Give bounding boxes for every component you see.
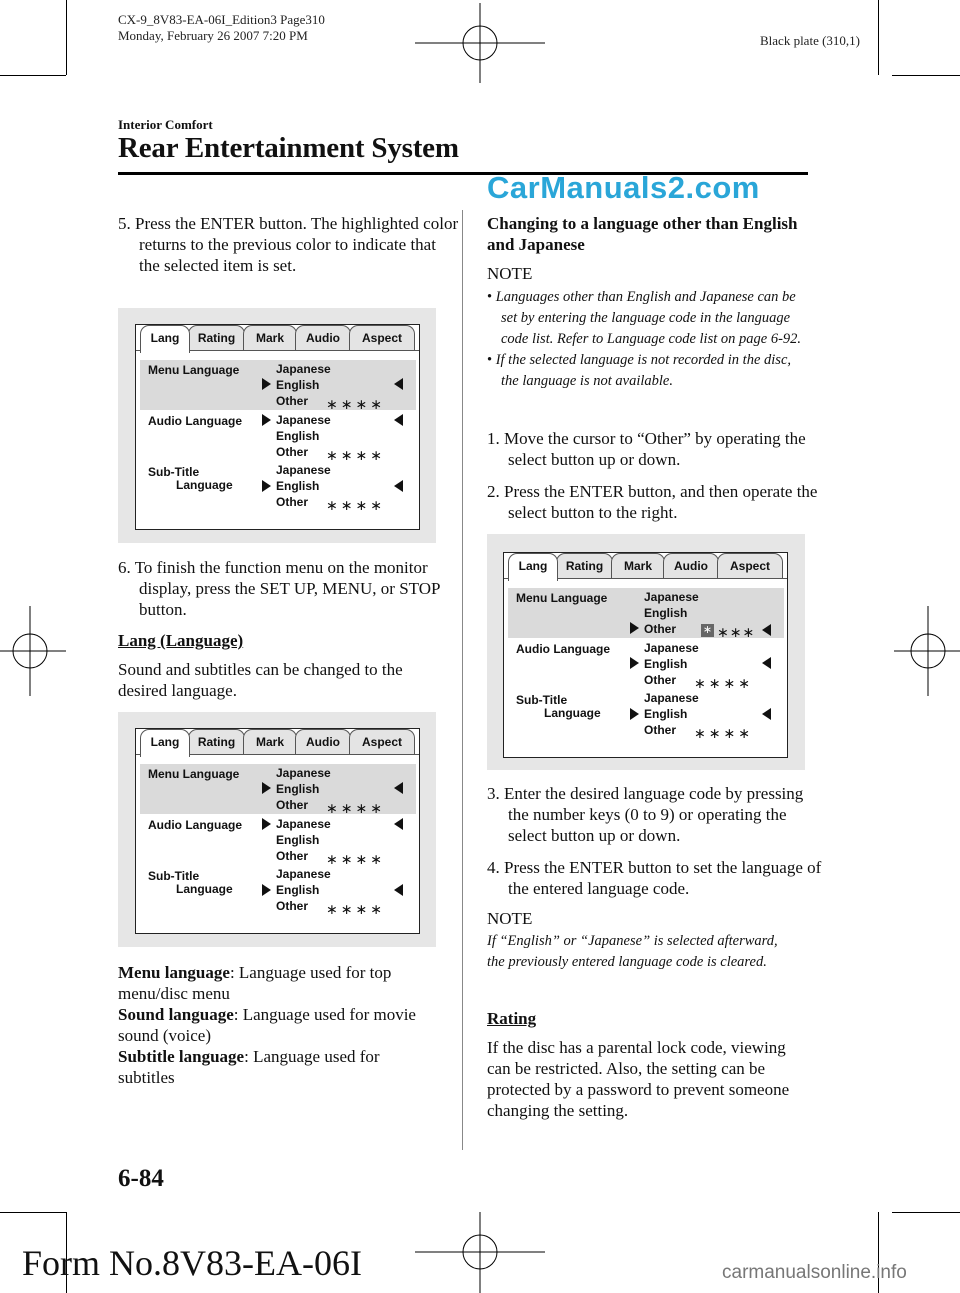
site-watermark: carmanualsonline.info — [722, 1262, 907, 1283]
arrow-right-icon — [630, 708, 639, 720]
code-asterisks: ∗∗∗∗ — [694, 675, 753, 691]
tab-mark: Mark — [611, 553, 665, 578]
code-asterisks: ∗∗∗∗ — [694, 725, 753, 741]
subtitle-label: Sub-Title — [148, 465, 200, 479]
audio-language-label: Audio Language — [148, 818, 242, 832]
note-bullet-text: Languages other than English and Japanese can be set by entering the language code in the language code list. Refer to Language code list on page 6-92. — [495, 289, 802, 347]
dvd-setup-screen — [135, 324, 420, 530]
code-asterisks: ∗∗∗∗ — [326, 901, 385, 917]
option-english: English — [276, 429, 320, 443]
input-cursor: ∗ — [702, 624, 713, 636]
definitions — [118, 962, 438, 1088]
option-english: English — [644, 657, 688, 671]
note-text-2: If “English” or “Japanese” is selected afterward, the previously entered language code is cleared. — [487, 933, 778, 970]
option-other: Other — [276, 445, 309, 459]
note-bullet-2 — [487, 350, 807, 392]
change-language-heading: Changing to a language other than English and Japanese — [487, 214, 798, 254]
definition-desc: : Language used for movie sound (voice) — [118, 1005, 416, 1045]
rating-text: If the disc has a parental lock code, viewing can be restricted. Also, the setting can be protected by a password to prevent someone changing the setting. — [487, 1038, 790, 1120]
print-meta-line2: Monday, February 26 2007 7:20 PM — [118, 28, 308, 43]
option-japanese: Japanese — [276, 766, 331, 780]
registration-crosshair-icon — [0, 606, 66, 696]
option-other: Other — [276, 394, 309, 408]
figure-menu-lang — [118, 712, 436, 947]
subtitle-label-2: Language — [176, 478, 233, 492]
lang-heading: Lang (Language) — [118, 631, 244, 650]
note-bullet-1 — [487, 287, 807, 350]
print-meta-line1: CX-9_8V83-EA-06I_Edition3 Page310 — [118, 12, 325, 27]
arrow-left-icon — [762, 708, 771, 720]
arrow-left-icon — [394, 414, 403, 426]
option-japanese: Japanese — [644, 590, 699, 604]
tab-bar — [136, 729, 419, 755]
figure-menu-lang-set — [118, 308, 436, 543]
arrow-right-icon — [262, 818, 271, 830]
code-asterisks: ∗∗∗∗ — [326, 800, 385, 816]
option-english: English — [276, 883, 320, 897]
subtitle-label-2: Language — [176, 882, 233, 896]
code-asterisks: ∗∗∗∗ — [326, 851, 385, 867]
step-1: 1. Move the cursor to “Other” by operating the select button up or down. — [487, 429, 806, 469]
bullet-icon: • — [487, 289, 496, 305]
definition-term: Menu language — [118, 963, 230, 982]
arrow-left-icon — [762, 657, 771, 669]
step-4: 4. Press the ENTER button to set the language of the entered language code. — [487, 858, 822, 898]
option-english: English — [276, 833, 320, 847]
tab-audio: Audio — [295, 325, 351, 350]
option-japanese: Japanese — [276, 463, 331, 477]
definition-desc: : Language used for subtitles — [118, 1047, 380, 1087]
arrow-right-icon — [262, 480, 271, 492]
option-english: English — [276, 378, 320, 392]
option-english: English — [644, 707, 688, 721]
note-bullets — [487, 287, 807, 392]
step-6: 6. To finish the function menu on the monitor display, press the SET UP, MENU, or STOP button. — [118, 558, 440, 619]
code-asterisks: ∗∗∗∗ — [326, 497, 385, 513]
tab-rating: Rating — [188, 325, 245, 350]
print-metadata — [118, 12, 325, 44]
lang-intro: Sound and subtitles can be changed to the desired language. — [118, 660, 403, 700]
definition-sound — [118, 1004, 438, 1046]
menu-language-label: Menu Language — [516, 591, 608, 605]
menu-language-label: Menu Language — [148, 363, 240, 377]
tab-aspect: Aspect — [717, 553, 783, 578]
definition-subtitle — [118, 1046, 438, 1088]
arrow-right-icon — [262, 414, 271, 426]
tab-audio: Audio — [295, 729, 351, 754]
tab-aspect: Aspect — [349, 325, 415, 350]
plate-label: Black plate (310,1) — [760, 33, 860, 48]
subtitle-label: Sub-Title — [148, 869, 200, 883]
note-label: NOTE — [487, 264, 533, 283]
code-asterisks: ∗∗∗∗ — [326, 447, 385, 463]
arrow-left-icon — [394, 782, 403, 794]
figure-other-selected — [487, 534, 805, 770]
arrow-right-icon — [630, 622, 639, 634]
option-japanese: Japanese — [276, 867, 331, 881]
code-asterisks: ∗∗∗ — [717, 624, 756, 640]
tab-lang: Lang — [140, 325, 190, 353]
option-other: Other — [644, 723, 677, 737]
page-number: 6-84 — [118, 1165, 164, 1192]
option-other: Other — [276, 849, 309, 863]
option-english: English — [276, 479, 320, 493]
definition-term: Subtitle language — [118, 1047, 245, 1066]
definition-menu — [118, 962, 438, 1004]
tab-lang: Lang — [508, 553, 558, 581]
tab-rating: Rating — [556, 553, 613, 578]
option-english: English — [276, 782, 320, 796]
arrow-right-icon — [630, 657, 639, 669]
arrow-right-icon — [262, 884, 271, 896]
bullet-icon: • — [487, 352, 496, 368]
tab-audio: Audio — [663, 553, 719, 578]
arrow-right-icon — [262, 782, 271, 794]
dvd-setup-screen — [503, 552, 788, 758]
option-other: Other — [644, 622, 677, 636]
definition-term: Sound language — [118, 1005, 234, 1024]
audio-language-label: Audio Language — [148, 414, 242, 428]
column-divider — [462, 210, 463, 1150]
tab-aspect: Aspect — [349, 729, 415, 754]
section-label: Interior Comfort — [118, 117, 213, 132]
option-japanese: Japanese — [276, 413, 331, 427]
option-japanese: Japanese — [644, 641, 699, 655]
tab-bar — [504, 553, 787, 579]
option-other: Other — [276, 495, 309, 509]
definition-desc: : Language used for top menu/disc menu — [118, 963, 392, 1003]
option-japanese: Japanese — [276, 817, 331, 831]
registration-crosshair-icon — [894, 606, 960, 696]
option-other: Other — [644, 673, 677, 687]
option-japanese: Japanese — [276, 362, 331, 376]
arrow-left-icon — [394, 378, 403, 390]
option-other: Other — [276, 899, 309, 913]
form-number: Form No.8V83-EA-06I — [22, 1243, 362, 1283]
registration-crosshair-icon — [415, 1212, 545, 1293]
subtitle-label: Sub-Title — [516, 693, 568, 707]
arrow-left-icon — [762, 624, 771, 636]
arrow-right-icon — [262, 378, 271, 390]
menu-language-label: Menu Language — [148, 767, 240, 781]
step-5: 5. Press the ENTER button. The highlighted color returns to the previous color to indicate that the selected item is set. — [118, 214, 459, 275]
watermark-logo: CarManuals2.com — [487, 170, 760, 205]
arrow-left-icon — [394, 480, 403, 492]
step-3: 3. Enter the desired language code by pressing the number keys (0 to 9) or operating the select button up or down. — [487, 784, 804, 845]
rating-heading: Rating — [487, 1009, 537, 1028]
option-english: English — [644, 606, 688, 620]
code-asterisks: ∗∗∗∗ — [326, 396, 385, 412]
tab-bar — [136, 325, 419, 351]
note-label-2: NOTE — [487, 909, 533, 928]
tab-rating: Rating — [188, 729, 245, 754]
dvd-setup-screen — [135, 728, 420, 934]
tab-mark: Mark — [243, 729, 297, 754]
step-2: 2. Press the ENTER button, and then operate the select button to the right. — [487, 482, 818, 522]
note-bullet-text: If the selected language is not recorded in the disc, the language is not available. — [495, 352, 791, 389]
option-other: Other — [276, 798, 309, 812]
registration-crosshair-icon — [415, 3, 545, 83]
audio-language-label: Audio Language — [516, 642, 610, 656]
subtitle-label-2: Language — [544, 706, 601, 720]
option-japanese: Japanese — [644, 691, 699, 705]
tab-lang: Lang — [140, 729, 190, 757]
arrow-left-icon — [394, 884, 403, 896]
page-title: Rear Entertainment System — [118, 132, 459, 164]
arrow-left-icon — [394, 818, 403, 830]
tab-mark: Mark — [243, 325, 297, 350]
